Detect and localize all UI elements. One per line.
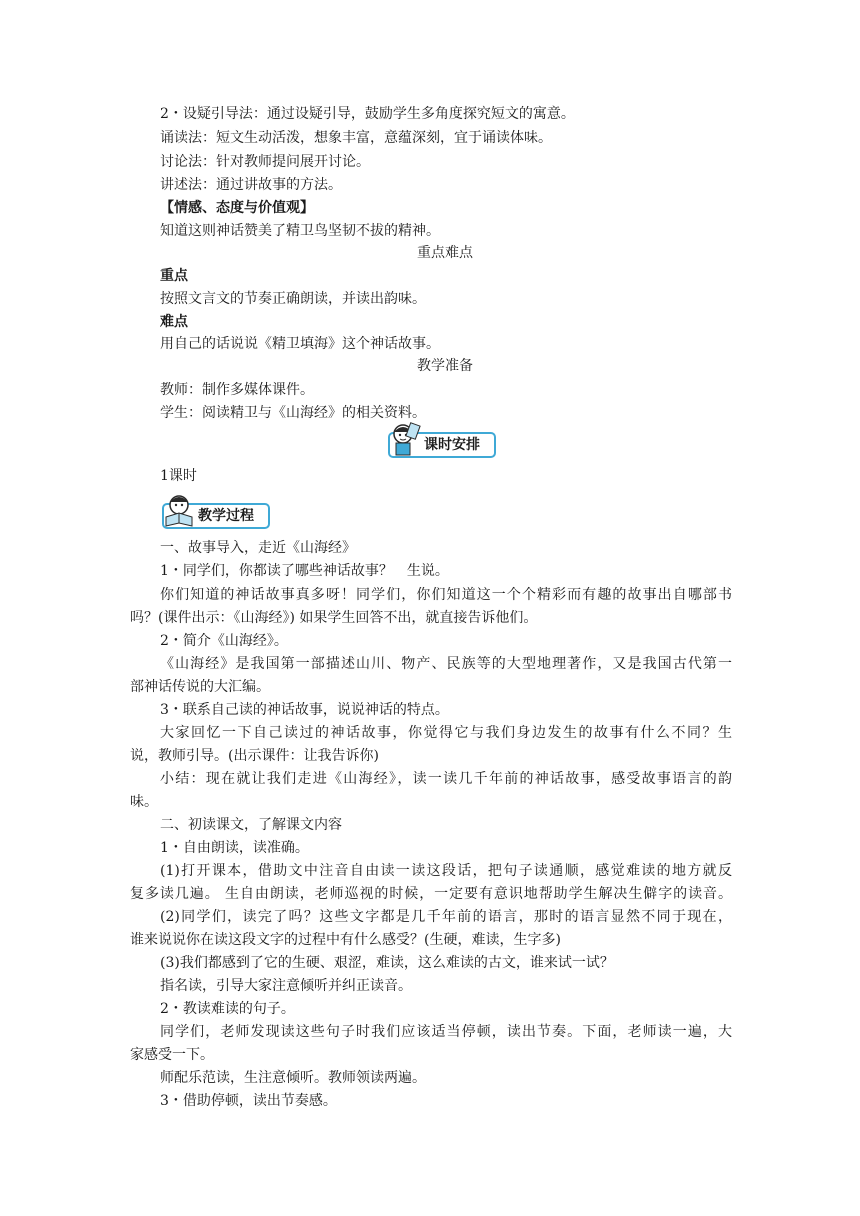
text-line: 讨论法：针对教师提问展开讨论。 bbox=[160, 154, 370, 170]
sub-heading: 难点 bbox=[160, 314, 188, 330]
text-line: 谁来说说你在读这段文字的过程中有什么感受？(生硬，难读，生字多) bbox=[130, 932, 561, 948]
schedule-banner-label: 课时安排 bbox=[388, 432, 496, 458]
cartoon-boy-reading-icon bbox=[162, 493, 198, 533]
text-line: 部神话传说的大汇编。 bbox=[130, 679, 270, 695]
text-line: 家感受一下。 bbox=[130, 1047, 214, 1063]
text-line: (3)我们都感到了它的生硬、艰涩，难读，这么难读的古文，谁来试一试？ bbox=[160, 955, 614, 971]
text-line: 1・同学们，你都读了哪些神话故事？ 生说。 bbox=[160, 563, 449, 579]
text-line: (2)同学们，读完了吗？这些文字都是几千年前的语言，那时的语言显然不同于现在， bbox=[160, 909, 732, 925]
text-line: 你们知道的神话故事真多呀！同学们，你们知道这一个个精彩而有趣的故事出自哪部书 bbox=[160, 587, 732, 603]
text-line: 大家回忆一下自己读过的神话故事，你觉得它与我们身边发生的故事有什么不同？生 bbox=[160, 725, 732, 741]
section-heading: 【情感、态度与价值观】 bbox=[160, 200, 314, 216]
text-line: 指名读，引导大家注意倾听并纠正读音。 bbox=[160, 978, 412, 994]
text-line: 小结：现在就让我们走进《山海经》，读一读几千年前的神话故事，感受故事语言的韵 bbox=[160, 771, 732, 787]
text-line: 师配乐范读，生注意倾听。教师领读两遍。 bbox=[160, 1070, 426, 1086]
text-line: 同学们，老师发现读这些句子时我们应该适当停顿，读出节奏。下面，老师读一遍，大 bbox=[160, 1024, 732, 1040]
text-line: 2・设疑引导法：通过设疑引导，鼓励学生多角度探究短文的寓意。 bbox=[160, 106, 575, 122]
text-line: 说，教师引导。(出示课件：让我告诉你) bbox=[130, 748, 379, 764]
text-line: 2・简介《山海经》。 bbox=[160, 633, 288, 649]
text-line: 按照文言文的节奏正确朗读，并读出韵味。 bbox=[160, 291, 426, 307]
text-line: (1)打开课本，借助文中注音自由读一读这段话，把句子读通顺，感觉难读的地方就反 bbox=[160, 863, 732, 879]
text-line: 学生：阅读精卫与《山海经》的相关资料。 bbox=[160, 405, 426, 421]
sub-heading: 重点 bbox=[160, 268, 188, 284]
text-line: 知道这则神话赞美了精卫鸟坚韧不拔的精神。 bbox=[160, 223, 440, 239]
text-line: 1课时 bbox=[160, 468, 197, 484]
text-line: 3・借助停顿，读出节奏感。 bbox=[160, 1093, 337, 1109]
text-line: 用自己的话说说《精卫填海》这个神话故事。 bbox=[160, 336, 440, 352]
process-banner bbox=[162, 503, 270, 529]
text-line: 教师：制作多媒体课件。 bbox=[160, 382, 314, 398]
text-line: 3・联系自己读的神话故事，说说神话的特点。 bbox=[160, 702, 449, 718]
text-line: 吗？(课件出示：《山海经》) 如果学生回答不出，就直接告诉他们。 bbox=[130, 610, 538, 626]
text-line: 复多读几遍。 生自由朗读，老师巡视的时候，一定要有意识地帮助学生解决生僻字的读音。 bbox=[130, 886, 732, 902]
cartoon-boy-holding-book-icon bbox=[388, 422, 422, 464]
section-title: 教学准备 bbox=[417, 358, 473, 374]
text-line: 二、初读课文，了解课文内容 bbox=[160, 817, 342, 833]
process-banner-label: 教学过程 bbox=[162, 503, 270, 529]
text-line: 诵读法：短文生动活泼，想象丰富，意蕴深刻，宜于诵读体味。 bbox=[160, 130, 552, 146]
schedule-banner bbox=[388, 432, 496, 458]
text-line: 讲述法：通过讲故事的方法。 bbox=[160, 177, 342, 193]
section-title: 重点难点 bbox=[417, 245, 473, 261]
text-line: 《山海经》是我国第一部描述山川、物产、民族等的大型地理著作，又是我国古代第一 bbox=[160, 656, 732, 672]
text-line: 2・教读难读的句子。 bbox=[160, 1001, 295, 1017]
text-line: 1・自由朗读，读准确。 bbox=[160, 840, 309, 856]
text-line: 一、故事导入，走近《山海经》 bbox=[160, 540, 356, 556]
text-line: 味。 bbox=[130, 794, 158, 810]
